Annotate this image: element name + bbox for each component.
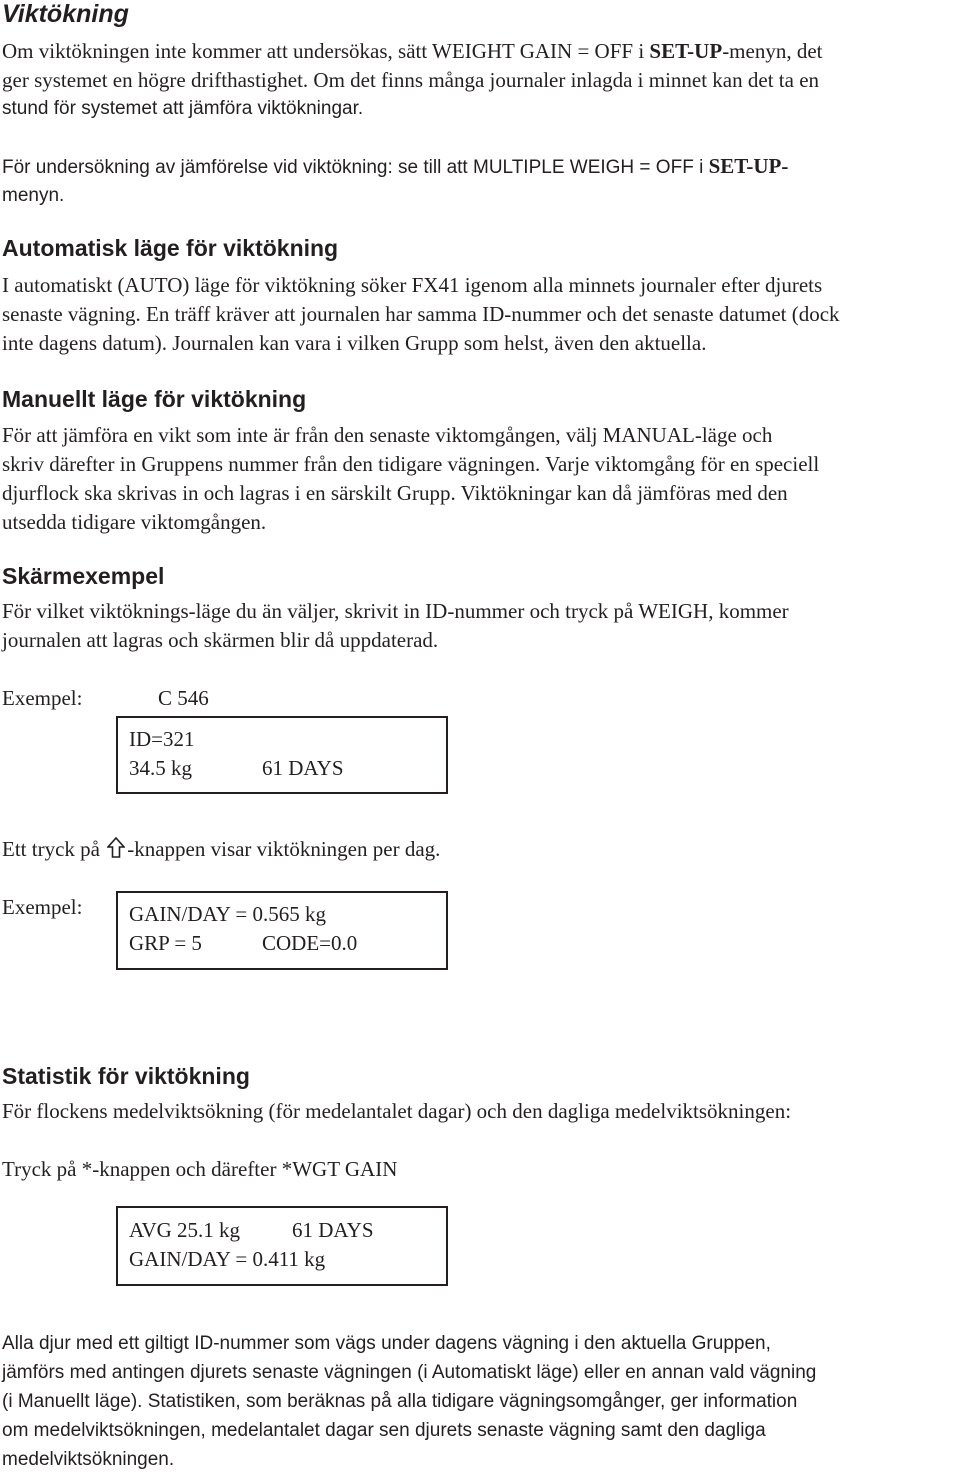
multi-line-1: För undersökning av jämförelse vid viktökning: se till att MULTIPLE WEIGH = OFF i xyxy=(2,157,704,178)
multi-paragraph xyxy=(2,154,788,179)
closing-paragraph xyxy=(2,1329,816,1474)
setup-bold: SET-UP xyxy=(649,39,723,63)
intro-paragraph xyxy=(2,37,823,95)
auto-line: I automatiskt (AUTO) läge för viktökning söker FX41 igenom alla minnets journaler efter djurets xyxy=(2,273,823,297)
intro-line-3: stund för systemet att jämföra viktökningar. xyxy=(2,98,364,119)
stats-heading: Statistik för viktökning xyxy=(2,1063,250,1089)
screen-heading: Skärmexempel xyxy=(2,563,165,589)
setup-bold-2: SET-UP- xyxy=(708,154,789,178)
display1-row1: ID=321 xyxy=(129,727,195,751)
auto-line: inte dagens datum). Journalen kan vara i vilken Grupp som helst, även den aktuella. xyxy=(2,331,707,355)
display1-days: 61 DAYS xyxy=(262,756,344,780)
auto-paragraph xyxy=(2,271,840,358)
page-title: Viktökning xyxy=(2,0,129,28)
screen-paragraph xyxy=(2,597,789,655)
intro-line-2: ger systemet en högre drifthastighet. Om det finns många journaler inlagda i minnet kan det ta en xyxy=(2,68,820,92)
press-before: Ett tryck på xyxy=(2,837,100,861)
intro-line-1: Om viktökningen inte kommer att undersökas, sätt WEIGHT GAIN = OFF i xyxy=(2,39,645,63)
example1-label: Exempel: xyxy=(2,686,83,710)
manual-line: utsedda tidigare viktomgången. xyxy=(2,510,267,534)
stats-line-2: Tryck på *-knappen och därefter *WGT GAIN xyxy=(2,1157,398,1181)
manual-line: djurflock ska skrivas in och lagras i en särskilt Grupp. Viktökningar kan då jämföras med den xyxy=(2,481,788,505)
press-after: -knappen visar viktökningen per dag. xyxy=(127,837,441,861)
intro-line-1-end: -menyn, det xyxy=(722,39,823,63)
manual-heading: Manuellt läge för viktökning xyxy=(2,386,307,412)
closing-line: om medelviktsökningen, medelantalet dagar sen djurets senaste vägning samt den dagliga xyxy=(2,1420,766,1441)
closing-line: (i Manuellt läge). Statistiken, som beräknas på alla tidigare vägningsomgånger, ger information xyxy=(2,1391,798,1412)
multi-line-2: menyn. xyxy=(2,185,65,206)
stats-line-1: För flockens medelviktsökning (för medelantalet dagar) och den dagliga medelviktsökningen: xyxy=(2,1099,792,1123)
display3-days: 61 DAYS xyxy=(292,1218,374,1242)
display1-weight: 34.5 kg xyxy=(129,756,192,780)
manual-paragraph xyxy=(2,421,819,537)
auto-heading: Automatisk läge för viktökning xyxy=(2,235,339,261)
shift-up-arrow-icon xyxy=(107,837,125,867)
example1-code: C 546 xyxy=(158,686,209,710)
screen-line: För vilket viktöknings-läge du än väljer, skrivit in ID-nummer och tryck på WEIGH, kommer xyxy=(2,599,789,623)
manual-line: För att jämföra en vikt som inte är från den senaste viktomgången, välj MANUAL-läge och xyxy=(2,423,773,447)
display2-code: CODE=0.0 xyxy=(262,931,358,955)
auto-line: senaste vägning. En träff kräver att journalen har samma ID-nummer och det senaste datumet (dock xyxy=(2,302,840,326)
closing-line: medelviktsökningen. xyxy=(2,1449,175,1470)
display-box-2 xyxy=(116,891,448,970)
closing-line: jämförs med antingen djurets senaste vägningen (i Automatiskt läge) eller en annan vald vägning xyxy=(2,1362,817,1383)
screen-line: journalen att lagras och skärmen blir då uppdaterad. xyxy=(2,628,439,652)
example2-label: Exempel: xyxy=(2,895,83,919)
display-box-3 xyxy=(116,1206,448,1286)
display-box-1 xyxy=(116,716,448,794)
display3-gain: GAIN/DAY = 0.411 kg xyxy=(129,1247,326,1271)
display3-avg: AVG 25.1 kg xyxy=(129,1218,241,1242)
closing-line: Alla djur med ett giltigt ID-nummer som vägs under dagens vägning i den aktuella Gruppen, xyxy=(2,1333,771,1354)
press-arrow-line xyxy=(2,835,440,867)
display2-grp: GRP = 5 xyxy=(129,931,202,955)
display2-gain: GAIN/DAY = 0.565 kg xyxy=(129,902,326,926)
manual-line: skriv därefter in Gruppens nummer från den tidigare vägningen. Varje viktomgång för en speciell xyxy=(2,452,820,476)
